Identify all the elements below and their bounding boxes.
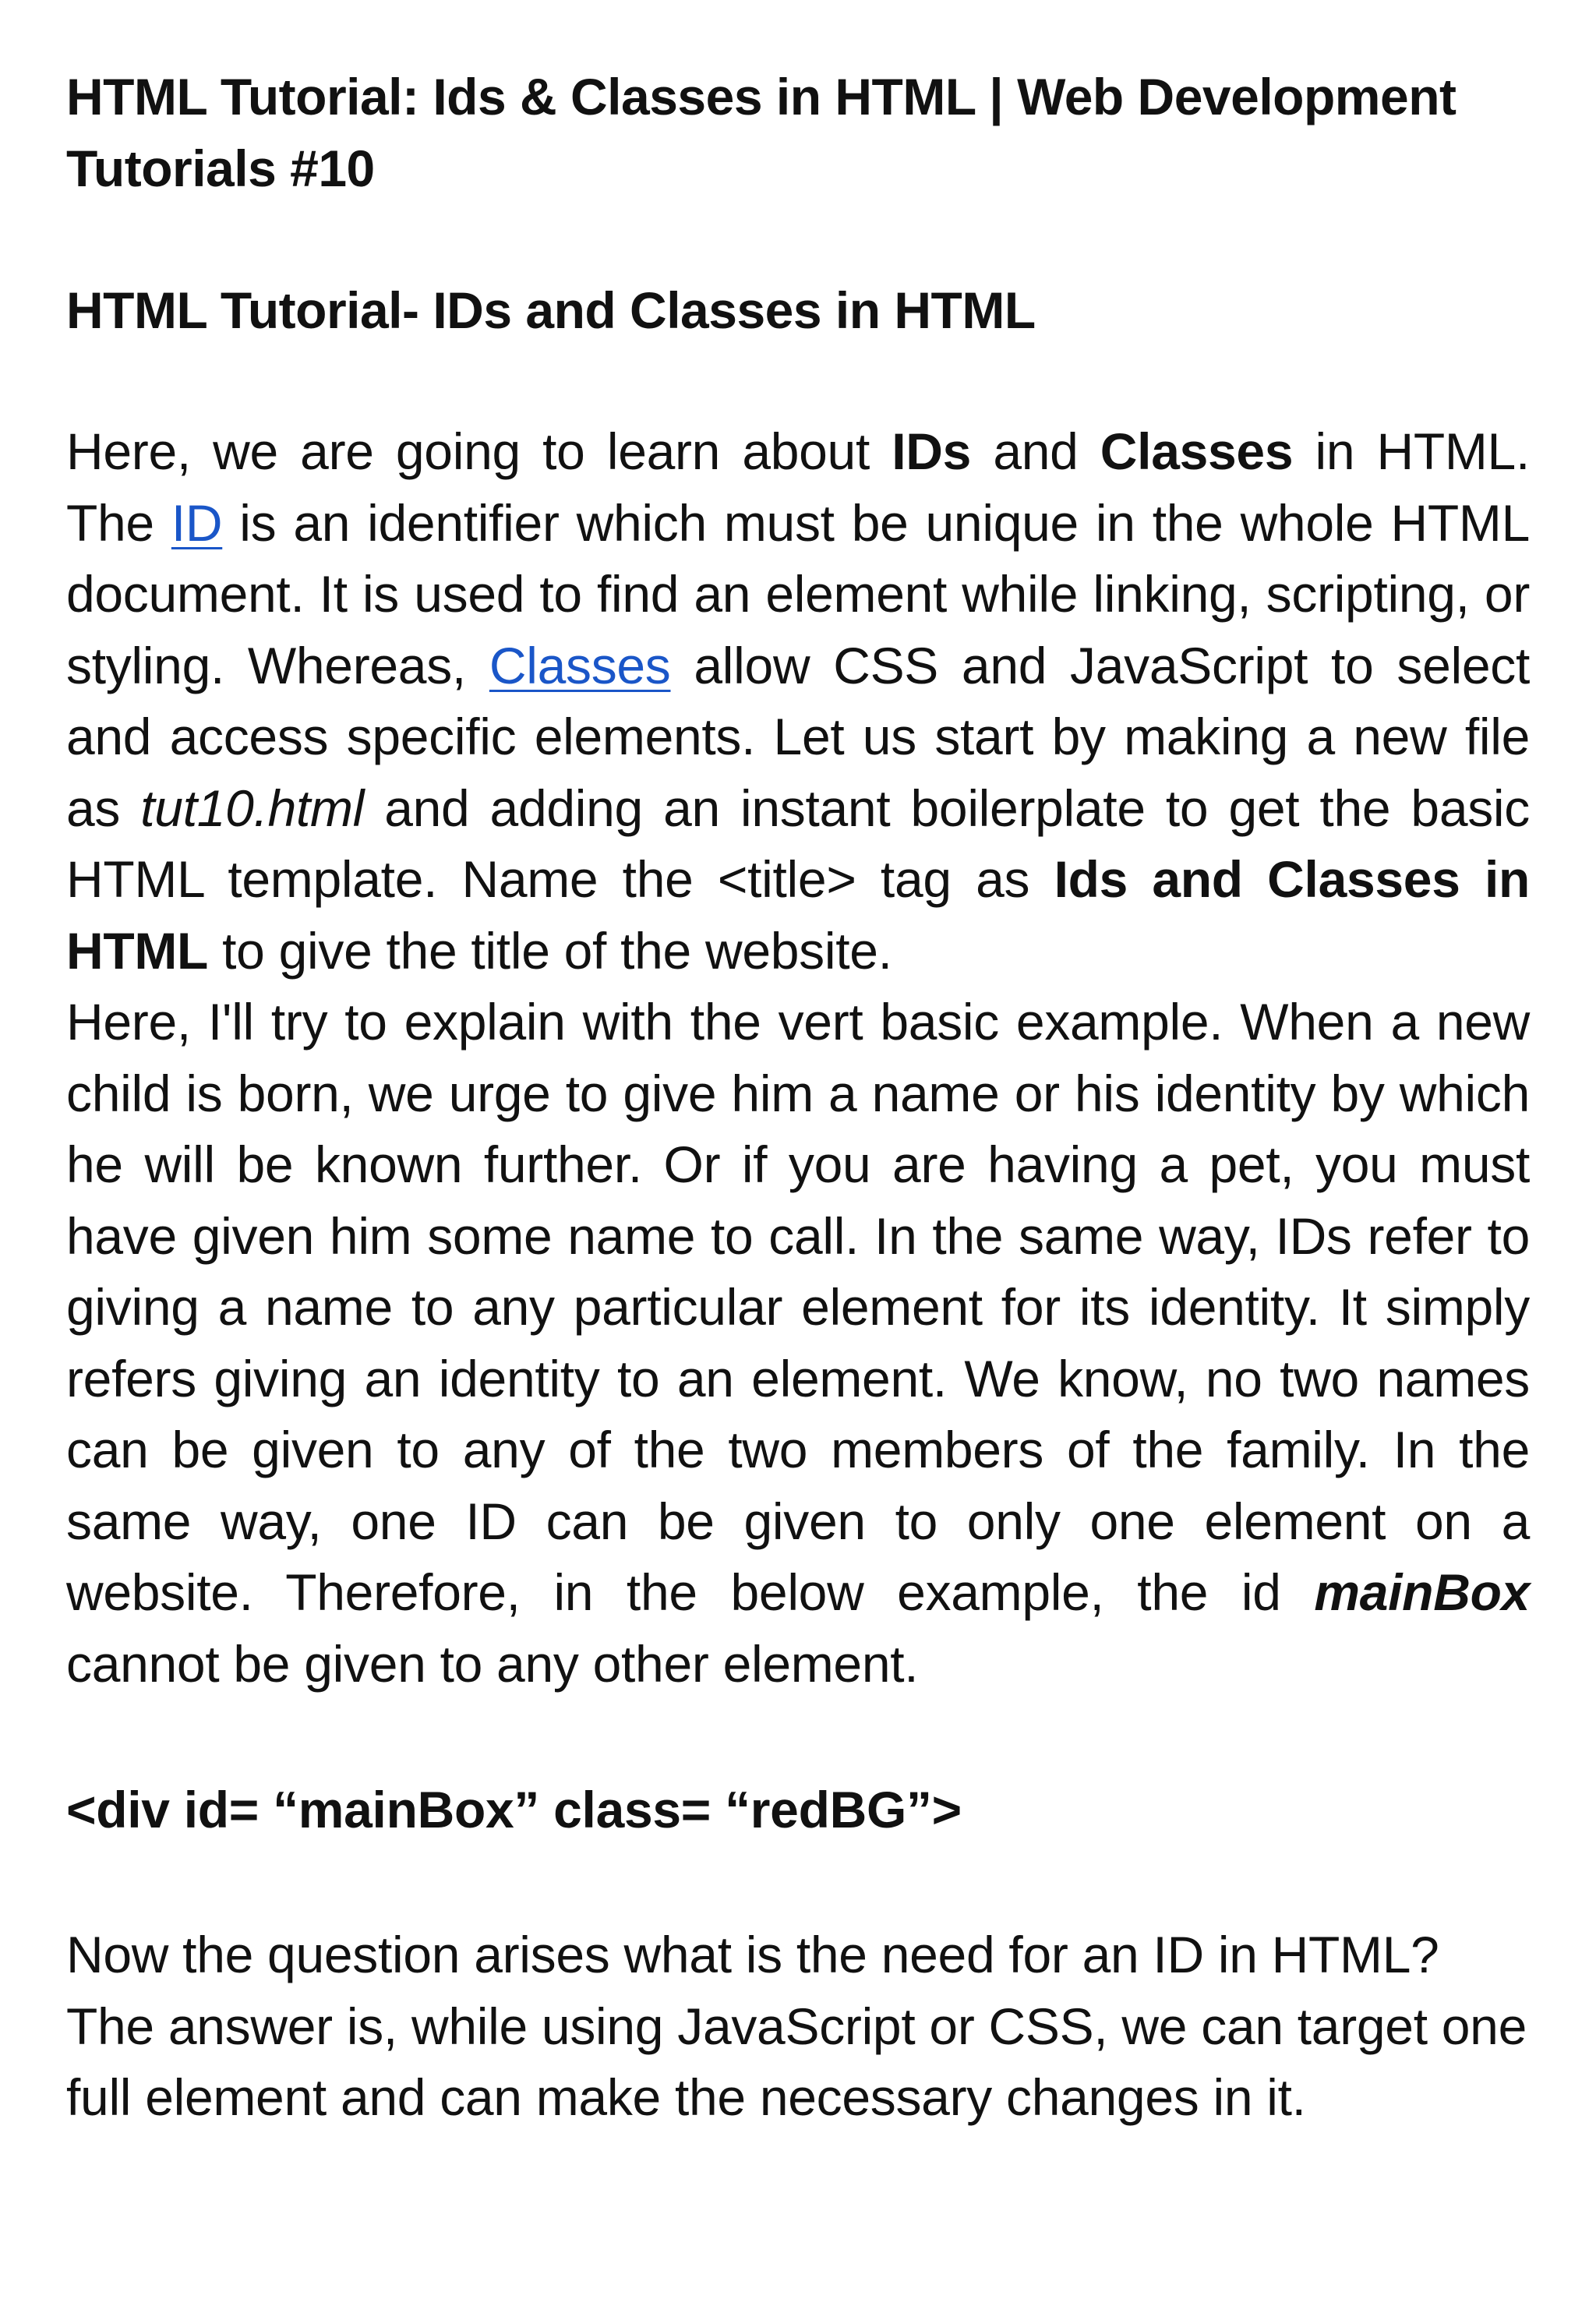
bold-term-ids: IDs — [892, 422, 972, 480]
bold-italic-id: mainBox — [1314, 1563, 1530, 1621]
text-run: and adding an instant boilerplate to get the basic HTML template. Name the <title> tag as — [66, 779, 1530, 908]
intro-paragraph — [66, 416, 1530, 987]
example-paragraph — [66, 987, 1530, 1700]
section-heading: HTML Tutorial- IDs and Classes in HTML — [66, 281, 1036, 339]
bold-term-classes: Classes — [1100, 422, 1294, 480]
code-example: <div id= “mainBox” class= “redBG”> — [66, 1781, 962, 1838]
text-run: in HTML. The — [66, 422, 1531, 552]
text-run: allow CSS and JavaScript to select and access specific elements. Let us start by making a new file as — [66, 636, 1531, 837]
classes-link[interactable]: Classes — [489, 636, 671, 694]
closing-paragraph: Now the question arises what is the need for an ID in HTML? The answer is, while using JavaScript or CSS, we can target one full element and can make the necessary changes in it. — [66, 1926, 1527, 2126]
document-page — [66, 61, 1530, 2134]
text-run: cannot be given to any other element. — [66, 1634, 919, 1693]
italic-filename: tut10.html — [140, 779, 365, 837]
text-run: is an identifier which must be unique in the whole HTML document. It is used to find an element while linking, scripting, or styling. Whereas, — [66, 493, 1530, 694]
text-run: to give the title of the website. — [208, 921, 892, 980]
text-run: Here, I'll try to explain with the vert basic example. When a new child is born, we urge to give him a name or his identity by which he will be known further. Or if you are having a pet, you must have given him some name to call. In the same way, IDs refer to giving a name to any particular element for its identity. It simply refers giving an identity to an element. We know, no two names can be given to any of the two members of the family. In the same way, one ID can be given to only one element on a website. Therefore, in the below example, the id — [66, 993, 1530, 1621]
text-run: and — [971, 422, 1100, 480]
bold-title-value: Ids and Classes in HTML — [66, 850, 1530, 980]
page-title: HTML Tutorial: Ids & Classes in HTML | Web Development Tutorials #10 — [66, 68, 1457, 197]
id-link[interactable]: ID — [171, 493, 223, 552]
text-run: Here, we are going to learn about — [66, 422, 892, 480]
